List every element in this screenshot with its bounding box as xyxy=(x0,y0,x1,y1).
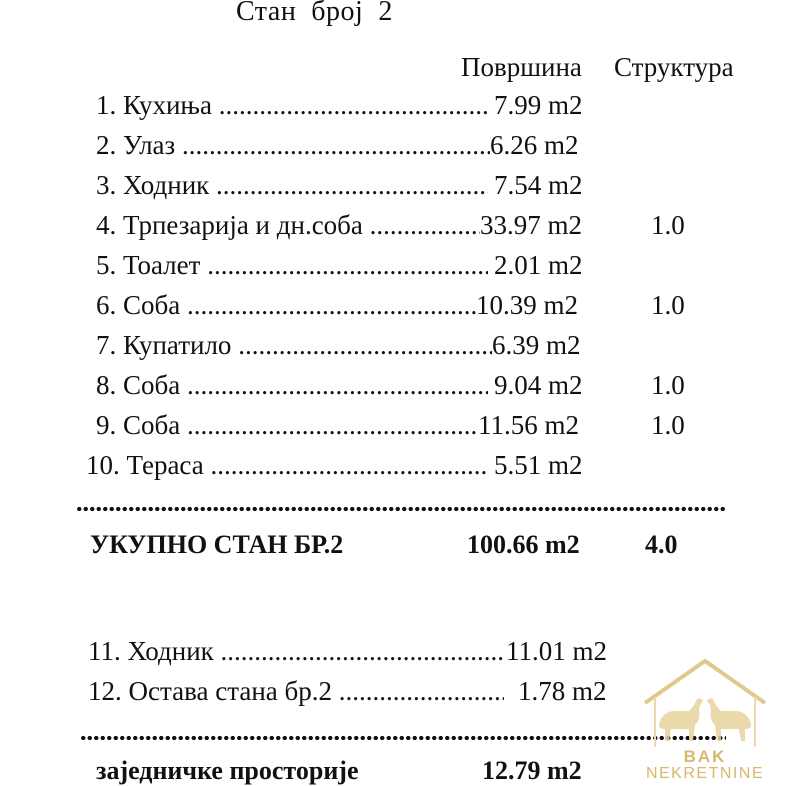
dotted-separator xyxy=(76,504,726,514)
bulls-house-icon xyxy=(637,655,773,751)
room-area: 6.26 m2 xyxy=(490,127,579,163)
room-label: 4. Трпезарија и дн.соба ..... xyxy=(96,207,480,243)
room-label: 2. Улаз ..... xyxy=(96,127,490,163)
room-structure: 1.0 xyxy=(651,370,685,400)
room-area: 9.04 m2 xyxy=(488,367,583,403)
column-header-area: Површина xyxy=(461,52,582,82)
room-area: 11.56 m2 xyxy=(478,407,579,443)
room-row xyxy=(96,167,586,203)
common-room-row xyxy=(88,633,610,669)
room-row xyxy=(96,327,586,363)
room-label: 6. Соба ..... xyxy=(96,287,476,323)
common-room-label: 11. Ходник ..... xyxy=(88,633,504,669)
room-row xyxy=(96,127,586,163)
room-label: 7. Купатило ..... xyxy=(96,327,492,363)
common-total-label: заједничке просторије xyxy=(96,756,359,785)
total-structure: 4.0 xyxy=(645,530,678,559)
room-area: 7.54 m2 xyxy=(488,167,583,203)
room-area: 7.99 m2 xyxy=(488,87,583,123)
room-row xyxy=(96,407,685,443)
room-row xyxy=(96,367,685,403)
common-room-area: 11.01 m2 xyxy=(504,633,607,669)
room-row xyxy=(96,247,586,283)
room-label: 9. Соба ..... xyxy=(96,407,478,443)
room-structure: 1.0 xyxy=(651,290,685,320)
room-area: 2.01 m2 xyxy=(488,247,583,283)
total-label: УКУПНО СТАН БР.2 xyxy=(90,530,344,559)
room-structure: 1.0 xyxy=(651,410,685,440)
bak-nekretnine-logo xyxy=(637,655,773,785)
room-row xyxy=(96,287,685,323)
room-area: 10.39 m2 xyxy=(476,287,578,323)
room-structure: 1.0 xyxy=(651,210,685,240)
page-title: Стан број 2 xyxy=(236,0,393,27)
room-label: 1. Кухиња ..... xyxy=(96,87,488,123)
room-label: 8. Соба ..... xyxy=(96,367,488,403)
watermark-brand: BAK xyxy=(683,747,727,766)
total-area: 100.66 m2 xyxy=(467,530,580,559)
room-area: 6.39 m2 xyxy=(492,327,581,363)
room-area: 5.51 m2 xyxy=(488,447,583,483)
room-label: 3. Ходник ..... xyxy=(96,167,488,203)
common-room-label: 12. Остава стана бр.2 ..... xyxy=(88,673,504,709)
dotted-separator xyxy=(80,733,726,743)
common-room-area: 1.78 m2 xyxy=(504,673,607,709)
watermark-subtitle: NEKRETNINE xyxy=(645,765,765,782)
common-room-row xyxy=(88,673,610,709)
room-row xyxy=(96,207,685,243)
common-total-area: 12.79 m2 xyxy=(482,756,582,785)
room-label: 5. Тоалет ..... xyxy=(96,247,488,283)
column-header-structure: Структура xyxy=(614,52,734,82)
room-row xyxy=(86,447,586,483)
room-label: 10. Тераса ..... xyxy=(86,447,488,483)
room-area: 33.97 m2 xyxy=(480,207,582,243)
room-row xyxy=(96,87,586,123)
